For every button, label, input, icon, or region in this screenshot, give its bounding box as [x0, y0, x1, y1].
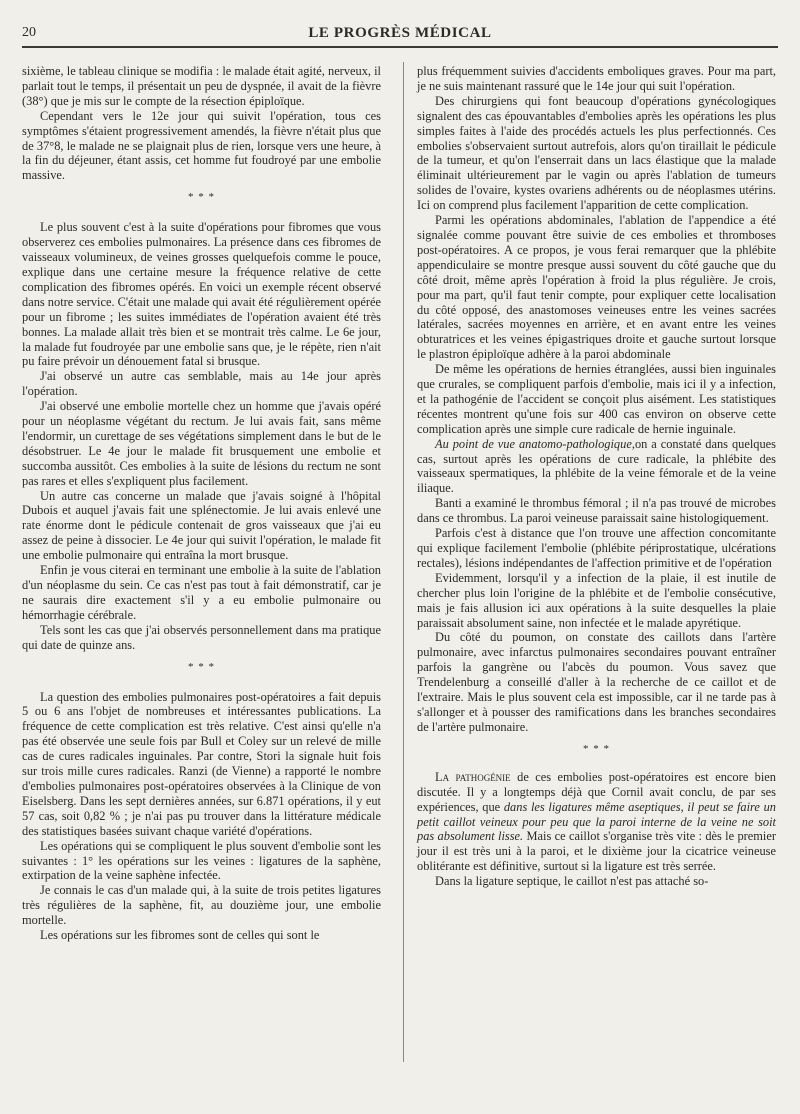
paragraph: Dans la ligature septique, le caillot n'est pas attaché so- — [435, 874, 709, 889]
paragraph: J'ai observé un autre cas semblable, mais au 14e jour après l'opération. — [22, 369, 381, 399]
italic-phrase: Au point de vue anatomo-pathologique, — [435, 436, 635, 451]
page-header — [22, 22, 778, 44]
paragraph: Cependant vers le 12e jour qui suivit l'opération, tous ces symptômes s'étaient progressivement amendés, la fièvre n'était plus que de 37°8, le malade ne se plaignait plus de rien, lorsque vers une heure, à la fin du déjeuner, étant assis, cet homme fut foudroyé par une embolie massive. — [22, 108, 381, 183]
paragraph: Parmi les opérations abdominales, l'ablation de l'appendice a été signalée comme pouvant être suivie de ces embolies et thromboses post-opératoires. A ce propos, je vous ferai remarquer que la phlébite appendiculaire se montre presque aussi souvent du côté gauche que du côté droit, même après l'opération à froid la plus régulière. Je crois, pour ma part, qu'il faut tenir compte, pour expliquer cette localisation du côté opposé, des anastomoses veineuses entre les veines sacrées latérales, sacrées moyennes en arrière, et en avant entre les veines obturatrices et les veines épigastriques droite et gauche surtout lorsque le plastron épiploïque adhère à la paroi abdominale — [417, 213, 776, 362]
paragraph-text: on a constaté dans quelques cas, surtout après les opérations de cure radicale, la phlébite des vaisseaux spermatiques, la phlébite de la veine fémorale et de la veine iliaque. — [417, 436, 777, 496]
paragraph: Du côté du poumon, on constate des caillots dans l'artère pulmonaire, avec infarctus pulmonaires secondaires pouvant entraîner parfois la gangrène ou l'abcès du poumon. Vous savez que Trendelenburg a conseillé d'aller à la recherche de ce caillot et de l'extraire. Mais le plus souvent cela est impossible, car il ne tarde pas à s'allonger et à pousser des ramifications dans les branches secondaires de l'artère pulmonaire. — [417, 630, 776, 734]
paragraph: De même les opérations de hernies étranglées, aussi bien inguinales que crurales, se compliquent parfois d'embolie, mais ici il y a infection, et la pathogénie de l'accident se conçoit plus aisément. Les statistiques récentes montrent qu'une fois sur 400 cas environ on observe cette complication après une simple cure radicale de hernie inguinale. — [417, 362, 776, 436]
left-column — [22, 64, 381, 943]
paragraph-text: Mais ce caillot s'organise très vite : dès le premier jour il est très uni à la paroi, et le dixième jour la cicatrice veineuse oblitérante est définitive, surtout si la ligature est très serrée. — [417, 829, 776, 874]
header-rule — [22, 46, 778, 48]
italic-quote: dans les ligatures même aseptiques, il peut se faire un petit caillot veineux pour peu que la paroi interne de la veine ne soit pas absolument lisse. — [417, 799, 776, 844]
paragraph: La question des embolies pulmonaires post-opératoires a fait depuis 5 ou 6 ans l'objet de nombreuses et intéressantes publications. La fréquence de cette complication est très relative. C'est ainsi qu'elle n'a pas été observée une seule fois par Bull et Coley sur un relevé de mille cas de cures radicales inguinales. Par contre, Stori la signale huit fois sur trois mille cures radicales. Ranzi (de Vienne) a rapporté le nombre d'embolies pulmonaires post-opératoires observées à la Clinique de von Eiselsberg. Dans les sept dernières années, sur 6.871 opérations, il y eut 57 cas, soit 0,82 % ; je n'ai pas pu trouver dans la littérature médicale des statistiques basées suivant chaque variété d'opérations. — [22, 689, 381, 838]
section-separator: * * * — [188, 660, 215, 673]
column-divider — [403, 62, 404, 1062]
right-column — [417, 64, 776, 889]
paragraph — [417, 437, 776, 497]
paragraph: Banti a examiné le thrombus fémoral ; il n'a pas trouvé de microbes dans ce thrombus. La paroi veineuse paraissait saine histologiquement. — [417, 496, 776, 526]
paragraph: Je connais le cas d'un malade qui, à la suite de trois petites ligatures très régulières de la saphène, fit, au douzième jour, une embolie mortelle. — [22, 883, 381, 928]
paragraph — [417, 770, 776, 874]
paragraph: Enfin je vous citerai en terminant une embolie à la suite de l'ablation d'un néoplasme du sein. Ce cas n'est pas tout à fait démonstratif, car je ne saurais dire exactement s'il y a eu embolie pulmonaire ou hémorrhagie cérébrale. — [22, 563, 381, 622]
paragraph: J'ai observé une embolie mortelle chez un homme que j'avais opéré pour un néoplasme végétant du rectum. Je lui avais fait, sans même l'endormir, un curettage de ses végétations simplement dans le but de le désobstruer. Le 4e jour le malade fit brusquement une embolie et succomba aussitôt. Ces embolies à la suite de lésions du rectum ne sont pas rares et elles s'expliquent plus facilement. — [22, 399, 381, 488]
paragraph: Les opérations qui se compliquent le plus souvent d'embolie sont les suivantes : 1° les opérations sur les veines : ligatures de la saphène, extirpation de la veine saphène infectée. — [22, 838, 381, 883]
section-separator: * * * — [188, 191, 215, 204]
paragraph: Parfois c'est à distance que l'on trouve une affection concomitante qui explique facilement l'embolie (phlébite périprostatique, ulcérations rectales), lésions indépendantes de l'affection primitive et de l'opération — [417, 526, 776, 570]
paragraph: plus fréquemment suivies d'accidents emboliques graves. Pour ma part, je ne suis maintenant rassuré que le 14e jour qui suit l'opération. — [417, 64, 776, 93]
paragraph-text: de ces embolies post-opératoires est encore bien discutée. Il y a longtemps déjà que Cornil avait conclu, de par ses expériences, que — [417, 769, 776, 814]
journal-title: LE PROGRÈS MÉDICAL — [308, 25, 492, 41]
small-caps-heading: La pathogénie — [435, 769, 511, 784]
paragraph: Les opérations sur les fibromes sont de celles qui sont le — [40, 928, 320, 943]
page-number: 20 — [22, 25, 36, 40]
paragraph: Le plus souvent c'est à la suite d'opérations pour fibromes que vous observerez ces embolies pulmonaires. La présence dans ces fibromes de vaisseaux volumineux, de veines grosses quelquefois comme le pouce, explique dans une certaine mesure la fréquence relative de cette complication des fibromes opérés. En voici un exemple récent observé dans notre service. C'était une malade qui avait été régulièrement opérée pour un fibrome ; les suites immédiates de l'opération avaient été très bonnes. La malade allait très bien et se montrait très calme. Le 6e jour, la malade fut foudroyée par une embolie sans que, je le répète, rien n'ait pu faire prévoir un dénouement fatal si brusque. — [22, 220, 381, 369]
paragraph: Evidemment, lorsqu'il y a infection de la plaie, il est inutile de chercher plus loin l'origine de la phlébite et de l'embolie consécutive, mais je fais allusion ici aux opérations à la suite desquelles la plaie paraissait absolument saine, non infectée et le malade apyrétique. — [417, 570, 776, 630]
paragraph: sixième, le tableau clinique se modifia : le malade était agité, nerveux, il parlait tout le temps, il présentait un peu de dyspnée, il avait de la fièvre (38°) que je mis sur le compte de la résection épiploïque. — [22, 64, 381, 108]
paragraph: Des chirurgiens qui font beaucoup d'opérations gynécologiques signalent des cas épouvantables d'embolies après les opérations les plus simples faites à l'aide des procédés actuels les plus perfectionnés. Ces embolies s'observaient surtout autrefois, alors qu'on tiraillait le pédicule de la tumeur, et qu'on l'enserrait dans un lacs élastique que la malade éliminait ultérieurement par le vagin ou après l'ablation de tumeurs solides de l'ovaire, kystes ovariens adhérents ou de néoplasmes utérins. Ici on comprend plus facilement l'apparition de cette complication. — [417, 93, 776, 213]
paragraph: Un autre cas concerne un malade que j'avais soigné à l'hôpital Dubois et auquel j'avais fait une splénectomie. Je lui avais enlevé une rate énorme dont le pédicule contenait de gros vaisseaux que j'ai eu assez de peine à dissocier. Le 4e jour qui suivit l'opération, le malade fit une embolie pulmonaire qui entraîna la mort brusque. — [22, 488, 381, 563]
section-separator: * * * — [583, 742, 610, 755]
paragraph: Tels sont les cas que j'ai observés personnellement dans ma pratique qui date de quinze ans. — [22, 622, 381, 652]
